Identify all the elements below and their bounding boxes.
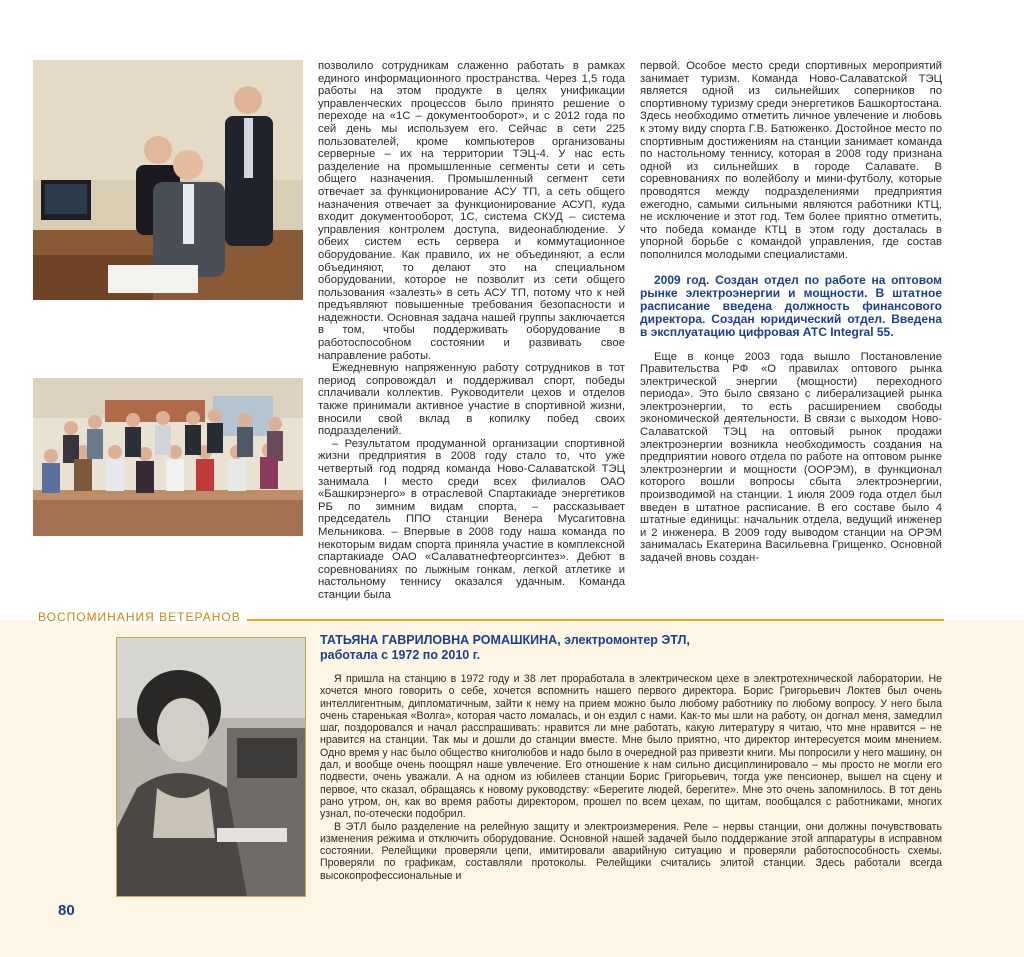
text-column-2 [318, 60, 625, 602]
section-heading-2009: 2009 год. Создан отдел по работе на оптовом рынке электроэнергии и мощности. В штатное расписание введена должность финансового директора. Создан юридический отдел. Введена в эксплуатацию цифровая АТС Integral 55. [640, 272, 942, 339]
section-label: ВОСПОМИНАНИЯ ВЕТЕРАНОВ [38, 610, 247, 624]
photo-group [33, 378, 303, 536]
section-divider [210, 619, 944, 621]
veteran-name: ТАТЬЯНА ГАВРИЛОВНА РОМАШКИНА, электромонтер ЭТЛ, [320, 633, 690, 647]
veteran-period: работала с 1972 по 2010 г. [320, 648, 481, 662]
veteran-text [320, 673, 942, 882]
column2-paragraph: – Результатом продуманной организации спортивной жизни предприятия в 2008 году стало то, что уже четвертый год подряд команда Ново-Салаватской ТЭЦ занимала I место среди всех филиалов ОАО «Башкирэнерго» в отраслевой Спартакиаде энергетиков РБ по зимним видам спорта, – рассказывает председатель ППО станции Венера Мусагитовна Мельникова. – Впервые в 2008 году наша команда по некоторым видам спорта приняла участие в комплексной спартакиаде ОАО «Салаватнефтеоргсинтез». Дебют в соревнованиях по лыжным гонкам, легкой атлетике и настольному теннису оказался удачным. Команда станции была [318, 437, 625, 601]
column2-paragraph: Ежедневную напряженную работу сотрудников в тот период сопровождал и поддерживал спорт, победы сплачивали коллектив. Руководители цехов и отделов также принимали активное участие в спортивной жизни, вносили свой вклад в копилку побед своих подразделений. [318, 362, 625, 438]
page-number: 80 [58, 902, 75, 919]
photo-three-men [33, 60, 303, 300]
veteran-paragraph: Я пришла на станцию в 1972 году и 38 лет проработала в электрическом цехе в электротехнической лаборатории. Не хочется много говорить о себе, хочется вспомнить нашего первого директора. Борис Григорьевич Локтев был очень интеллигентным, дипломатичным, зайти к нему на прием можно было любому работнику по любому вопросу. У него была очень старенькая «Волга», которая часто ломалась, и он ездил с нами. Как-то мы шли на работу, он догнал меня, замедлил шаг, поздоровался и начал расспрашивать: нравится ли мне работать, какую литературу я читаю, что мне нравится – не нравится на станции. Так мы и дошли до станции вместе. Мне было приятно, что директор интересуется моим мнением. Одно время у нас было общество книголюбов и надо было в очередной раз привезти книги. Мы попросили у него машину, он дал, и вообще очень поощрял наше увлечение. Его отношение к нам сильно дисциплинировало – мы просто не могли его подвести, очень уважали. А на одном из юбилеев станции Борис Григорьевич, тогда уже пенсионер, вышел на сцену и первое, что сказал, обращаясь к новому руководству: «Берегите людей, берегите». Мне это очень запомнилось. В тот день рано утром, он, как во время работы директором, прошел по всем цехам, по щитам, пообщался с работниками, многих узнал, по-отечески подобрил. [320, 673, 942, 821]
veteran-photo [116, 637, 306, 897]
column3-paragraph: Еще в конце 2003 года вышло Постановление Правительства РФ «О правилах оптового рынка электрической энергии (мощности) переходного периода». Это было связано с либерализацией рынка электроэнергии, то есть расширением свободы экономической деятельности. В связи с выходом Ново-Салаватской ТЭЦ на оптовый рынок продажи электроэнергии возникла необходимость создания на предприятии нового отдела по работе на оптовом рынке электроэнергии и мощности (ООРЭМ), в функционал которого вошли вопросы сбыта электроэнергии, производимой на станции. 1 июля 2009 года отдел был введен в штатное расписание. В его составе было 4 штатные единицы: начальник отдела, ведущий инженер и 2 инженера. В 2009 году выводом станции на ОРЭМ занималась Екатерина Васильевна Грищенко. Основной задачей вновь создан- [640, 350, 942, 564]
column2-paragraph: позволило сотрудникам слаженно работать в рамках единого информационного пространства. Через 1,5 года работы на этом продукте в целях унификации управленческих процессов было принято решение о переходе на «1С – документооборот», и с 2012 года по сей день мы используем его. Сейчас в сети 225 пользователей, кроме компьютеров организованы серверные – их на территории ТЭЦ-4. У нас есть разделение на промышленные сегменты сети и сеть общего назначения. Промышленный сегмент сети отвечает за функционирование АСУ ТП, а сеть общего назначения отвечает за функционирование АСУП, куда входит документооборот, 1С, система СКУД – система управления контролем доступа, видеонаблюдение. У обеих систем есть сервера и коммутационное оборудование. Как правило, их не объединяют, а если объединяют, то делают это на специальном оборудовании, которое не позволит из сети общего пользования «залезть» в сеть АСУ ТП, потому что к ней предъявляют повышенные требования безопасности и надежности. Основная задача нашей группы заключается в том, чтобы поддерживать оборудование в работоспособном состоянии и развивать свое направление работы. [318, 60, 625, 362]
veteran-paragraph: В ЭТЛ было разделение на релейную защиту и электроизмерения. Реле – нервы станции, они должны почувствовать изменения режима и отключить оборудование. Основной нашей задачей было поддержание этой аппаратуры в исправном состоянии. Релейщики проверяли цепи, имитировали аварийную ситуацию и проверяли работоспособность схемы. Проверяли по графикам, составляли протоколы. Релейщики считались элитой станции. Здесь работали всегда высокопрофессиональные и [320, 820, 942, 882]
column3-paragraph: первой. Особое место среди спортивных мероприятий занимает туризм. Команда Ново-Салаватской ТЭЦ является одной из сильнейших соперников по спортивному туризму среди энергетиков Башкортостана. Здесь необходимо отметить личное увлечение и любовь к этому виду спорта Г.В. Батюженко. Достойное место по спортивным достижениям на станции занимает команда по настольному теннису, которая в 2008 году признана одной из сильнейших в городе Салавате. В соревнованиях по волейболу и мини-футболу, которые проводятся между подразделениями предприятия ежегодно, самыми сильными являются работники КТЦ, не исключение и этот год. Тем более приятно отметить, что победа команде КТЦ в этом году досталась в упорной борьбе с командой управления, где состав пополнился молодыми специалистами. [640, 60, 942, 261]
text-column-3 [640, 60, 942, 565]
veteran-title [320, 633, 920, 663]
